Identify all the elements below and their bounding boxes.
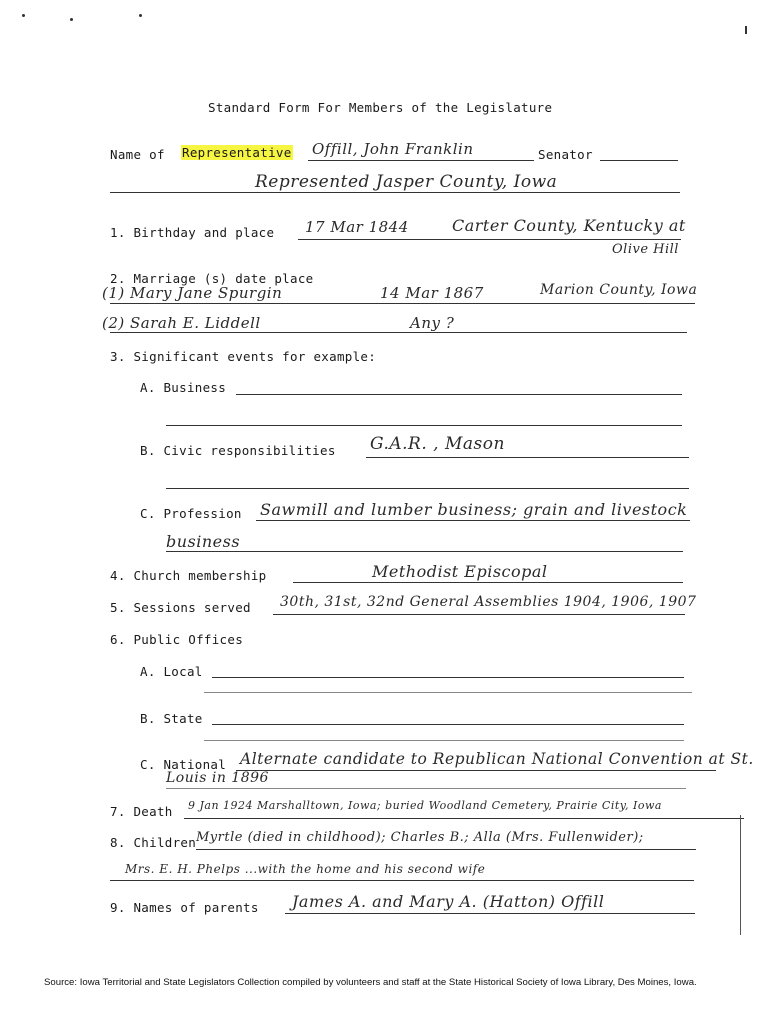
offices-label: 6. Public Offices (110, 632, 244, 647)
speck (745, 26, 747, 34)
marriage-1-name: (1) Mary Jane Spurgin (102, 284, 283, 302)
profession-label: C. Profession (140, 506, 242, 521)
church-value: Methodist Episcopal (372, 562, 548, 581)
state-label: B. State (140, 711, 203, 726)
civic-value: G.A.R. , Mason (370, 434, 505, 454)
children-value: Myrtle (died in childhood); Charles B.; Alla (Mrs. Fullenwider); (196, 830, 644, 845)
parents-label: 9. Names of parents (110, 900, 259, 915)
scan-edge-mark (740, 815, 741, 935)
birthday-label: 1. Birthday and place (110, 225, 275, 240)
business-label: A. Business (140, 380, 227, 395)
church-label: 4. Church membership (110, 568, 267, 583)
sessions-value: 30th, 31st, 32nd General Assemblies 1904, 1906, 1907 (280, 594, 697, 610)
represented-value: Represented Jasper County, Iowa (255, 172, 558, 192)
name-label: Name of (110, 147, 165, 162)
events-label: 3. Significant events for example: (110, 349, 377, 364)
sessions-label: 5. Sessions served (110, 600, 251, 615)
speck (70, 18, 73, 21)
civic-label: B. Civic responsibilities (140, 443, 336, 458)
children-value2: Mrs. E. H. Phelps ...with the home and his second wife (125, 862, 486, 876)
marriage-label: 2. Marriage (s) date place (110, 271, 314, 286)
source-note: Source: Iowa Territorial and State Legislators Collection compiled by volunteers and staff at the State Historical Society of Iowa Library, Des Moines, Iowa. (44, 977, 697, 988)
marriage-1-date: 14 Mar 1867 (380, 284, 484, 302)
birthday-date: 17 Mar 1844 (305, 218, 409, 236)
national-label: C. National (140, 757, 227, 772)
parents-value: James A. and Mary A. (Hatton) Offill (292, 892, 605, 911)
birthday-place2: Olive Hill (612, 242, 679, 257)
marriage-1-place: Marion County, Iowa (540, 282, 698, 298)
profession-value2: business (166, 532, 241, 551)
name-value: Offill, John Franklin (312, 140, 474, 158)
death-label: 7. Death (110, 804, 173, 819)
senator-label: Senator (538, 147, 593, 162)
birthday-place: Carter County, Kentucky at (452, 216, 686, 235)
marriage-2-date: Any ? (410, 314, 455, 332)
speck (139, 14, 142, 17)
national-value: Alternate candidate to Republican National Convention at St. (240, 750, 754, 768)
children-label: 8. Children (110, 835, 197, 850)
form-title: Standard Form For Members of the Legislature (208, 100, 553, 115)
speck (22, 14, 25, 17)
local-label: A. Local (140, 664, 203, 679)
representative-highlight: Representative (182, 145, 292, 160)
profession-value: Sawmill and lumber business; grain and livestock (260, 500, 688, 519)
death-value: 9 Jan 1924 Marshalltown, Iowa; buried Woodland Cemetery, Prairie City, Iowa (188, 799, 662, 812)
national-value2: Louis in 1896 (166, 770, 269, 786)
marriage-2-name: (2) Sarah E. Liddell (102, 314, 261, 332)
